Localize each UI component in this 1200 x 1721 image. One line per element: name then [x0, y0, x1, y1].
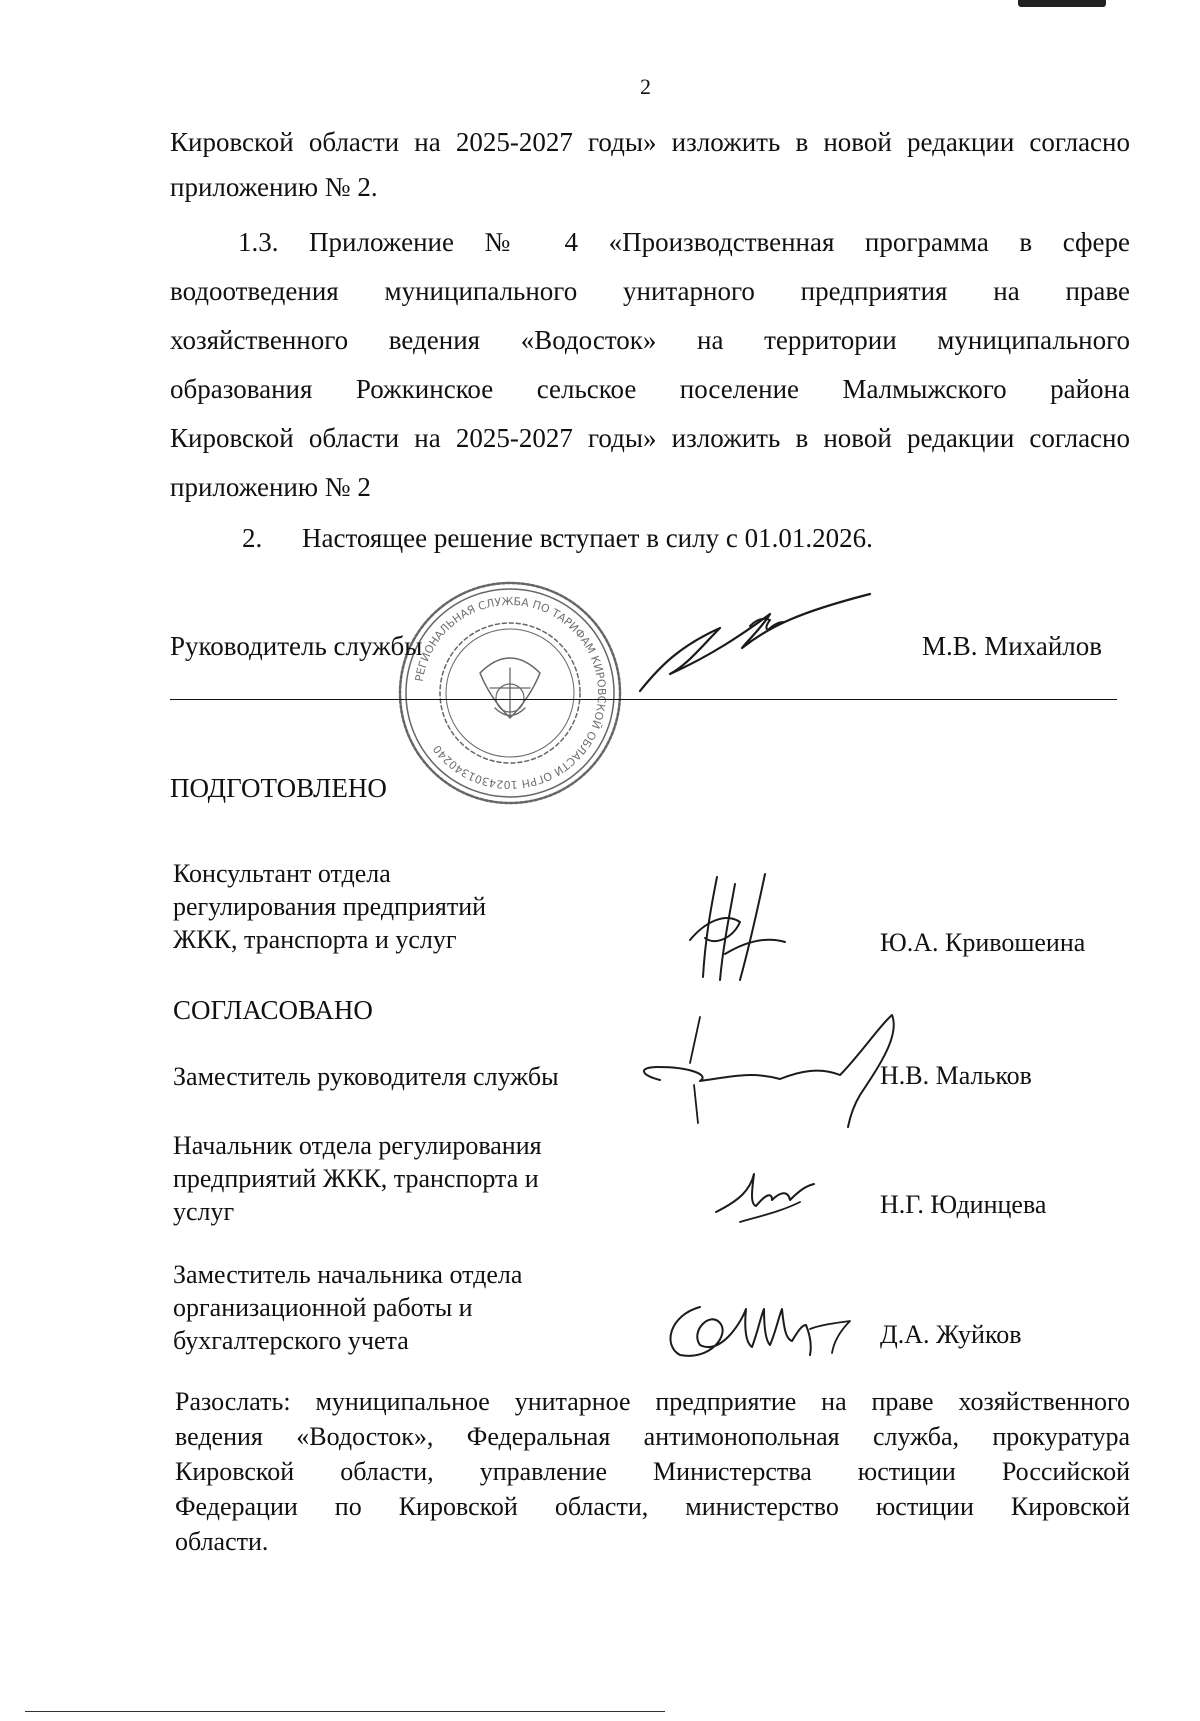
handwritten-signature	[630, 1005, 910, 1135]
position-line: Начальник отдела регулирования	[173, 1131, 542, 1160]
distribution-line: области.	[175, 1527, 269, 1556]
distribution-line: Кировской области, управление Министерства юстиции Российской	[175, 1457, 1130, 1486]
position-line: услуг	[173, 1197, 235, 1226]
position-line: регулирования предприятий	[173, 892, 487, 921]
paragraph-line: хозяйственного ведения «Водосток» на территории муниципального	[170, 325, 1130, 355]
paragraph-number: 2.	[242, 523, 263, 553]
paragraph-line: водоотведения муниципального унитарного предприятия на праве	[170, 276, 1130, 306]
signatory-name: Н.В. Мальков	[880, 1061, 1032, 1090]
page-number: 2	[640, 74, 651, 99]
position-line: бухгалтерского учета	[173, 1326, 409, 1355]
handwritten-signature	[630, 586, 880, 696]
paragraph-line: Настоящее решение вступает в силу с 01.01.2026.	[302, 523, 873, 553]
svg-text:РЕГИОНАЛЬНАЯ СЛУЖБА ПО ТАРИФАМ: РЕГИОНАЛЬНАЯ СЛУЖБА ПО ТАРИФАМ КИРОВСКОЙ ОБЛАСТИ ОГРН 1024301340240	[412, 594, 609, 792]
prepared-heading: ПОДГОТОВЛЕНО	[170, 773, 387, 803]
paragraph-line: приложению № 2.	[170, 172, 378, 202]
position-line: ЖКК, транспорта и услуг	[173, 925, 457, 954]
position-line: Заместитель руководителя службы	[173, 1062, 559, 1091]
position-line: Заместитель начальника отдела	[173, 1260, 523, 1289]
handwritten-signature	[710, 1160, 820, 1230]
paragraph-line: 1.3. Приложение № 4 «Производственная программа в сфере	[238, 227, 1130, 257]
footer-line	[25, 1711, 665, 1712]
signatory-name: Н.Г. Юдинцева	[880, 1190, 1047, 1219]
paragraph-line: Кировской области на 2025-2027 годы» изложить в новой редакции согласно	[170, 423, 1130, 453]
signatory-title: Руководитель службы	[170, 631, 423, 661]
distribution-line: Федерации по Кировской области, министерство юстиции Кировской	[175, 1492, 1130, 1521]
paragraph-line: образования Рожкинское сельское поселение Малмыжского района	[170, 374, 1130, 404]
handwritten-signature	[685, 872, 795, 984]
position-line: Консультант отдела	[173, 859, 391, 888]
distribution-line: ведения «Водосток», Федеральная антимонопольная служба, прокуратура	[175, 1422, 1130, 1451]
official-seal	[395, 578, 625, 808]
signatory-name: М.В. Михайлов	[922, 631, 1103, 661]
position-line: организационной работы и	[173, 1293, 473, 1322]
approved-heading: СОГЛАСОВАНО	[173, 995, 373, 1025]
paragraph-line: Кировской области на 2025-2027 годы» изложить в новой редакции согласно	[170, 127, 1130, 157]
signatory-name: Д.А. Жуйков	[880, 1320, 1022, 1349]
paragraph-line: приложению № 2	[170, 472, 371, 502]
distribution-line: Разослать: муниципальное унитарное предприятие на праве хозяйственного	[175, 1387, 1130, 1416]
divider-line	[170, 699, 1117, 700]
scan-artifact	[1018, 0, 1106, 7]
handwritten-signature	[660, 1295, 860, 1365]
position-line: предприятий ЖКК, транспорта и	[173, 1164, 539, 1193]
signatory-name: Ю.А. Кривошеина	[880, 928, 1086, 957]
